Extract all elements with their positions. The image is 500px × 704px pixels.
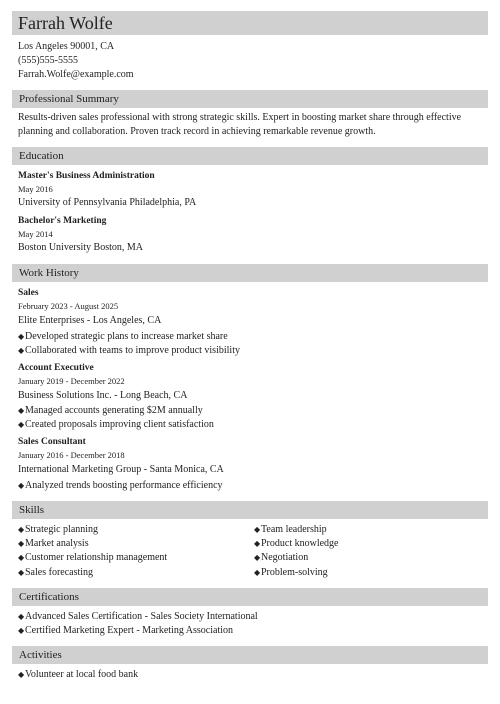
candidate-name: Farrah Wolfe bbox=[18, 13, 113, 33]
bullet-icon: ◆ bbox=[254, 553, 261, 562]
summary-text: Results-driven sales professional with strong strategic skills. Expert in boosting market share through effective planning and collaboration. Proven track record in achieving remarkable revenue growth. bbox=[18, 112, 462, 137]
education-date: May 2016 bbox=[18, 184, 53, 194]
skill-text: Product knowledge bbox=[261, 538, 339, 549]
bullet-text: Created proposals improving client satisfaction bbox=[25, 419, 214, 430]
activity-text: Volunteer at local food bank bbox=[25, 669, 139, 680]
education-school: University of Pennsylvania Philadelphia, PA bbox=[18, 197, 197, 208]
bullet-text: Analyzed trends boosting performance efficiency bbox=[25, 480, 223, 491]
skill-text: Sales forecasting bbox=[25, 567, 94, 578]
bullet-icon: ◆ bbox=[18, 481, 25, 490]
education-school: Boston University Boston, MA bbox=[18, 242, 144, 253]
section-title: Skills bbox=[19, 504, 45, 516]
bullet-icon: ◆ bbox=[18, 568, 25, 577]
bullet-icon: ◆ bbox=[18, 346, 25, 355]
skill-text: Negotiation bbox=[261, 552, 309, 563]
certification-text: Certified Marketing Expert - Marketing Association bbox=[25, 625, 234, 636]
skill-text: Customer relationship management bbox=[25, 552, 168, 563]
job-title: Sales bbox=[18, 288, 39, 298]
skill-text: Problem-solving bbox=[261, 567, 328, 578]
section-header-certifications bbox=[12, 588, 488, 606]
bullet-icon: ◆ bbox=[254, 568, 261, 577]
section-title: Professional Summary bbox=[19, 93, 119, 105]
bullet-text: Collaborated with teams to improve product visibility bbox=[25, 345, 240, 356]
certification-text: Advanced Sales Certification - Sales Society International bbox=[25, 611, 258, 622]
job-company: International Marketing Group - Santa Monica, CA bbox=[18, 464, 224, 475]
name-header bbox=[12, 11, 488, 35]
bullet-icon: ◆ bbox=[18, 670, 25, 679]
bullet-icon: ◆ bbox=[18, 332, 25, 341]
education-date: May 2014 bbox=[18, 229, 53, 239]
section-header-education bbox=[12, 147, 488, 165]
contact-email: Farrah.Wolfe@example.com bbox=[18, 69, 134, 80]
job-title: Account Executive bbox=[18, 363, 94, 373]
bullet-icon: ◆ bbox=[18, 553, 25, 562]
bullet-icon: ◆ bbox=[254, 539, 261, 548]
section-header-summary bbox=[12, 90, 488, 108]
bullet-icon: ◆ bbox=[18, 420, 25, 429]
education-degree: Master's Business Administration bbox=[18, 171, 155, 181]
contact-address: Los Angeles 90001, CA bbox=[18, 41, 115, 52]
section-header-activities bbox=[12, 646, 488, 664]
bullet-icon: ◆ bbox=[18, 626, 25, 635]
section-header-work-history bbox=[12, 264, 488, 282]
bullet-text: Managed accounts generating $2M annually bbox=[25, 405, 203, 416]
job-dates: February 2023 - August 2025 bbox=[18, 301, 119, 311]
section-title: Certifications bbox=[19, 591, 79, 603]
bullet-icon: ◆ bbox=[18, 539, 25, 548]
job-dates: January 2019 - December 2022 bbox=[18, 376, 125, 386]
bullet-icon: ◆ bbox=[18, 525, 25, 534]
bullet-icon: ◆ bbox=[254, 525, 261, 534]
section-title: Education bbox=[19, 150, 64, 162]
job-company: Elite Enterprises - Los Angeles, CA bbox=[18, 315, 162, 326]
job-title: Sales Consultant bbox=[18, 437, 86, 447]
job-company: Business Solutions Inc. - Long Beach, CA bbox=[18, 390, 188, 401]
education-degree: Bachelor's Marketing bbox=[18, 216, 107, 226]
section-title: Activities bbox=[19, 649, 62, 661]
skill-text: Market analysis bbox=[25, 538, 89, 549]
bullet-icon: ◆ bbox=[18, 612, 25, 621]
bullet-text: Developed strategic plans to increase market share bbox=[25, 331, 228, 342]
skill-text: Strategic planning bbox=[25, 524, 99, 535]
section-title: Work History bbox=[19, 267, 79, 279]
contact-phone: (555)555-5555 bbox=[18, 55, 78, 66]
bullet-icon: ◆ bbox=[18, 406, 25, 415]
job-dates: January 2016 - December 2018 bbox=[18, 450, 125, 460]
skill-text: Team leadership bbox=[261, 524, 327, 535]
section-header-skills bbox=[12, 501, 488, 519]
